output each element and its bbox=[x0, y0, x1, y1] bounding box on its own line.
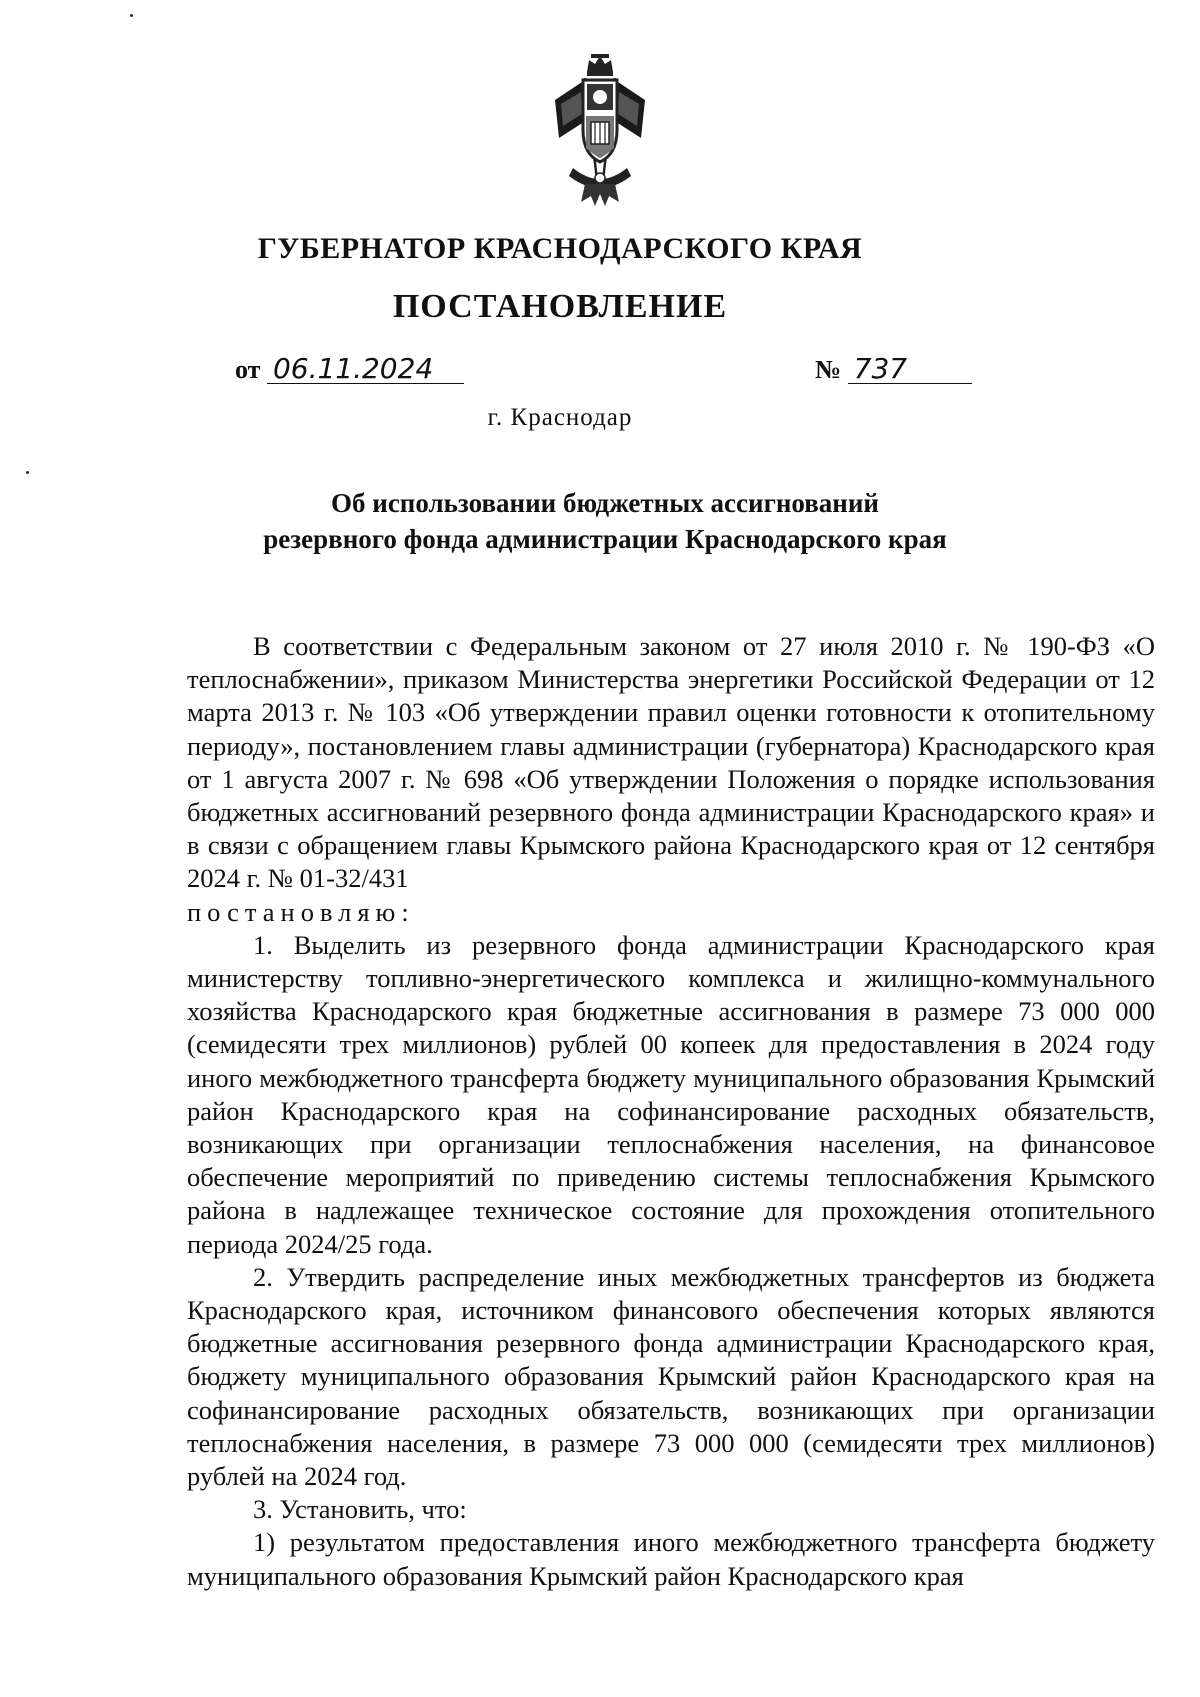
subject-line-1: Об использовании бюджетных ассигнований bbox=[331, 488, 879, 518]
number-value: 737 bbox=[848, 355, 972, 384]
document-subject bbox=[0, 485, 1200, 557]
scan-speck bbox=[26, 471, 29, 474]
document-body bbox=[187, 630, 1155, 1593]
item-1-paragraph: 1. Выделить из резервного фонда администрации Краснодарского края министерству топливно-энергетического комплекса и жилищно-коммунального хозяйства Краснодарского края бюджетные ассигнования в размере 73 000 000 (семидесяти трех миллионов) рублей 00 копеек для предоставления в 2024 году иного межбюджетного трансферта бюджету муниципального образования Крымский район Краснодарского края на софинансирование расходных обязательств, возникающих при организации теплоснабжения населения, на финансовое обеспечение мероприятий по приведению системы теплоснабжения Крымского района в надлежащее техническое состояние для прохождения отопительного периода 2024/25 года. bbox=[187, 929, 1155, 1259]
item-3-1-paragraph: 1) результатом предоставления иного межбюджетного трансферта бюджету муниципального образования Крымский район Краснодарского края bbox=[187, 1527, 1155, 1591]
document-date bbox=[235, 352, 464, 385]
item-2-paragraph: 2. Утвердить распределение иных межбюджетных трансфертов из бюджета Краснодарского края, источником финансового обеспечения которых являются бюджетные ассигнования резервного фонда администрации Краснодарского края, бюджету муниципального образования Крымский район Краснодарского края на софинансирование расходных обязательств, возникающих при организации теплоснабжения населения, в размере 73 000 000 (семидесяти трех миллионов) рублей на 2024 год. bbox=[187, 1261, 1155, 1492]
date-value: 06.11.2024 bbox=[267, 355, 464, 384]
document-type: ПОСТАНОВЛЕНИЕ bbox=[392, 288, 728, 325]
subject-line-2: резервного фонда администрации Краснодарского края bbox=[263, 524, 947, 554]
resolve-word: постановляю: bbox=[187, 896, 415, 927]
preamble-paragraph: В соответствии с Федеральным законом от 27 июля 2010 г. № 190-ФЗ «О теплоснабжении», приказом Министерства энергетики Российской Федерации от 12 марта 2013 г. № 103 «Об утверждении правил оценки готовности к отопительному периоду», постановлением главы администрации (губернатора) Краснодарского края от 1 августа 2007 г. № 698 «Об утверждении Положения о порядке использования бюджетных ассигнований резервного фонда администрации Краснодарского края» и в связи с обращением главы Крымского района Краснодарского края от 12 сентября 2024 г. № 01-32/431 bbox=[187, 631, 1155, 894]
document-number bbox=[815, 352, 972, 385]
number-prefix: № bbox=[815, 355, 842, 384]
city: г. Краснодар bbox=[487, 404, 633, 431]
item-3-paragraph: 3. Установить, что: bbox=[253, 1494, 467, 1525]
coat-of-arms-emblem bbox=[545, 50, 655, 210]
date-prefix: от bbox=[235, 355, 261, 384]
issuing-authority: ГУБЕРНАТОР КРАСНОДАРСКОГО КРАЯ bbox=[257, 232, 863, 265]
scan-speck bbox=[130, 14, 133, 17]
